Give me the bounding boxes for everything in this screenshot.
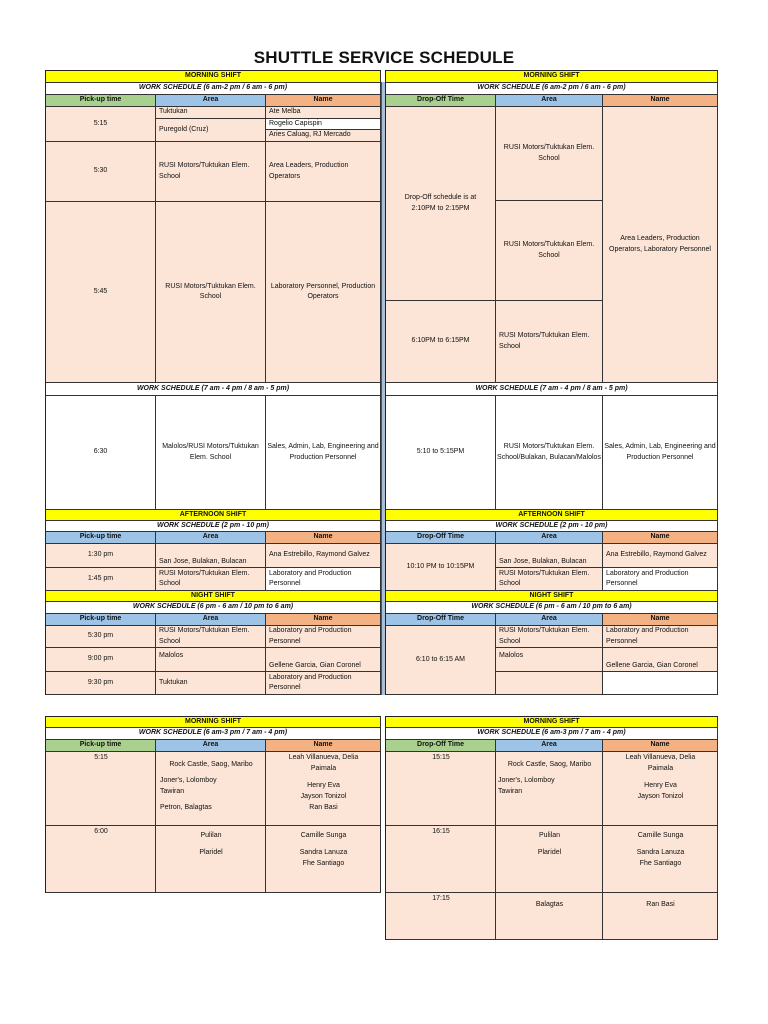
pickup-schedule-table (45, 70, 381, 695)
area-cell: San Jose, Bulakan, Bulacan (496, 544, 603, 568)
area-text: Tawiran (160, 788, 185, 795)
area-text: Pulilan (538, 832, 560, 839)
area-text: Tawiran (498, 788, 523, 795)
col-header-name: Name (266, 532, 381, 544)
dropoff-time: 5:10 to 5:15PM (386, 396, 496, 510)
area-cell: San Jose, Bulakan, Bulacan (156, 544, 266, 568)
name-text: Camille Sunga (637, 832, 684, 839)
area-text: Balagtas (535, 901, 564, 908)
lower-dropoff-table (385, 716, 718, 940)
name-cell: Ate Melba (266, 107, 381, 119)
col-header-dropoff-time: Drop-Off Time (386, 614, 496, 626)
area-text: Petron, Balagtas (160, 804, 212, 811)
name-cell: Sales, Admin, Lab, Engineering and Production Personnel (603, 396, 718, 510)
name-text: Sandra Lanuza (299, 849, 348, 856)
name-cell: Ana Estrebillo, Raymond Galvez (603, 544, 718, 568)
name-cell: Laboratory and Production Personnel (266, 568, 381, 591)
afternoon-shift-header: AFTERNOON SHIFT (386, 510, 718, 521)
name-text: Fhe Santiago (302, 860, 345, 867)
area-text: Joner's, Lolomboy (498, 777, 555, 784)
col-header-name: Name (266, 740, 381, 752)
work-schedule-label: WORK SCHEDULE (7 am - 4 pm / 8 am - 5 pm) (46, 383, 381, 396)
name-text: Leah Villanueva, Delia Paimala (288, 754, 359, 772)
pickup-time: 6:00 (94, 828, 108, 835)
name-text: Ran Basi (646, 901, 675, 908)
name-text: Leah Villanueva, Delia Paimala (625, 754, 696, 772)
work-schedule-label: WORK SCHEDULE (6 am-2 pm / 6 am - 6 pm) (386, 83, 718, 95)
name-text: Sandra Lanuza (636, 849, 685, 856)
col-header-name: Name (603, 740, 718, 752)
page-title: SHUTTLE SERVICE SCHEDULE (253, 48, 515, 67)
name-text: Camille Sunga (300, 832, 347, 839)
col-header-name: Name (603, 95, 718, 107)
name-text: Jayson Tonizol (637, 793, 684, 800)
dropoff-time: 6:10 to 6:15 AM (386, 626, 496, 695)
work-schedule-label: WORK SCHEDULE (6 pm - 6 am / 10 pm to 6 am) (46, 602, 381, 614)
area-cell: RUSI Motors/Tuktukan Elem. School (156, 202, 266, 383)
col-header-area: Area (496, 95, 603, 107)
name-cell: Laboratory Personnel, Production Operators (266, 202, 381, 383)
area-text: Plaridel (537, 849, 562, 856)
name-text: Ran Basi (309, 804, 338, 811)
name-cell: Sales, Admin, Lab, Engineering and Production Personnel (266, 396, 381, 510)
area-cell: RUSI Motors/Tuktukan Elem. School (496, 626, 603, 648)
col-header-dropoff-time: Drop-Off Time (386, 532, 496, 544)
area-cell: RUSI Motors/Tuktukan Elem. School (496, 568, 603, 591)
work-schedule-label: WORK SCHEDULE (6 am-3 pm / 7 am - 4 pm) (46, 728, 381, 740)
pickup-time: 5:30 pm (46, 626, 156, 648)
area-cell: Puregold (Cruz) (156, 119, 266, 142)
col-header-area: Area (496, 740, 603, 752)
work-schedule-label: WORK SCHEDULE (2 pm - 10 pm) (386, 521, 718, 532)
work-schedule-label: WORK SCHEDULE (2 pm - 10 pm) (46, 521, 381, 532)
lower-pickup-table (45, 716, 381, 893)
area-text: Rock Castle, Saog, Maribo (169, 761, 253, 768)
pickup-time: 9:00 pm (46, 648, 156, 672)
col-header-area: Area (496, 614, 603, 626)
area-cell: RUSI Motors/Tuktukan Elem. School (496, 201, 603, 301)
col-header-pickup-time: Pick-up time (46, 740, 156, 752)
col-header-area: Area (156, 532, 266, 544)
morning-shift-header: MORNING SHIFT (46, 71, 381, 83)
afternoon-shift-header: AFTERNOON SHIFT (46, 510, 381, 521)
name-cell (603, 672, 718, 695)
area-cell: Tuktukan (156, 107, 266, 119)
name-cell: Rogelio Capispin (266, 119, 381, 130)
col-header-area: Area (156, 95, 266, 107)
pickup-time: 5:30 (46, 142, 156, 202)
col-header-area: Area (156, 614, 266, 626)
col-header-pickup-time: Pick-up time (46, 95, 156, 107)
col-header-area: Area (156, 740, 266, 752)
area-cell: RUSI Motors/Tuktukan Elem. School (496, 301, 603, 383)
area-cell: RUSI Motors/Tuktukan Elem. School (156, 568, 266, 591)
pickup-time: 1:45 pm (46, 568, 156, 591)
area-text: Rock Castle, Saog, Maribo (507, 761, 592, 768)
pickup-time: 5:45 (46, 202, 156, 383)
dropoff-time: 17:15 (432, 895, 450, 902)
night-shift-header: NIGHT SHIFT (386, 591, 718, 602)
col-header-name: Name (266, 95, 381, 107)
pickup-time: 1:30 pm (46, 544, 156, 568)
work-schedule-label: WORK SCHEDULE (6 am-3 pm / 7 am - 4 pm) (386, 728, 718, 740)
area-cell: RUSI Motors/Tuktukan Elem. School/Bulakan, Bulacan/Malolos (496, 396, 603, 510)
area-text: Plaridel (199, 849, 223, 856)
name-cell: Aries Caluag, RJ Mercado (266, 130, 381, 142)
night-shift-header: NIGHT SHIFT (46, 591, 381, 602)
morning-shift-header: MORNING SHIFT (386, 717, 718, 728)
area-cell (496, 672, 603, 695)
area-text: Pulilan (200, 832, 222, 839)
dropoff-schedule-table (385, 70, 718, 695)
work-schedule-label: WORK SCHEDULE (6 am-2 pm / 6 am - 6 pm) (46, 83, 381, 95)
col-header-dropoff-time: Drop-Off Time (386, 95, 496, 107)
work-schedule-label: WORK SCHEDULE (6 pm - 6 am / 10 pm to 6 am) (386, 602, 718, 614)
area-cell: Tuktukan (156, 672, 266, 695)
name-cell: Gellene Garcia, Gian Coronel (603, 648, 718, 672)
dropoff-time: 10:10 PM to 10:15PM (386, 544, 496, 591)
pickup-time: 5:15 (46, 107, 156, 142)
area-cell: Malolos/RUSI Motors/Tuktukan Elem. School (156, 396, 266, 510)
area-cell: RUSI Motors/Tuktukan Elem. School (156, 142, 266, 202)
col-header-name: Name (603, 614, 718, 626)
morning-shift-header: MORNING SHIFT (386, 71, 718, 83)
name-text: Henry Eva (644, 782, 677, 789)
morning-shift-header: MORNING SHIFT (46, 717, 381, 728)
dropoff-time: 6:10PM to 6:15PM (386, 301, 496, 383)
area-text: Joner's, Lolomboy (160, 777, 217, 784)
col-header-pickup-time: Pick-up time (46, 614, 156, 626)
pickup-time: 5:15 (94, 754, 108, 761)
pickup-time: 9:30 pm (46, 672, 156, 695)
work-schedule-label: WORK SCHEDULE (7 am - 4 pm / 8 am - 5 pm) (386, 383, 718, 396)
area-cell: RUSI Motors/Tuktukan Elem. School (156, 626, 266, 648)
name-cell: Laboratory and Production Personnel (266, 626, 381, 648)
dropoff-time: 16:15 (432, 828, 450, 835)
dropoff-time: 15:15 (432, 754, 450, 761)
name-text: Henry Eva (307, 782, 340, 789)
name-text: Fhe Santiago (639, 860, 682, 867)
name-cell: Gellene Garcia, Gian Coronel (266, 648, 381, 672)
name-cell: Laboratory and Production Personnel (266, 672, 381, 695)
name-cell: Area Leaders, Production Operators (266, 142, 381, 202)
area-cell: RUSI Motors/Tuktukan Elem. School (496, 107, 603, 201)
col-header-name: Name (603, 532, 718, 544)
name-cell: Area Leaders, Production Operators, Laboratory Personnel (603, 107, 718, 383)
name-text: Jayson Tonizol (300, 793, 347, 800)
dropoff-time: Drop-Off schedule is at 2:10PM to 2:15PM (386, 107, 496, 301)
name-cell: Ana Estrebillo, Raymond Galvez (266, 544, 381, 568)
col-header-dropoff-time: Drop-Off Time (386, 740, 496, 752)
pickup-time: 6:30 (46, 396, 156, 510)
area-cell: Malolos (156, 648, 266, 672)
col-header-area: Area (496, 532, 603, 544)
name-cell: Laboratory and Production Personnel (603, 626, 718, 648)
name-cell: Laboratory and Production Personnel (603, 568, 718, 591)
area-cell: Malolos (496, 648, 603, 672)
col-header-name: Name (266, 614, 381, 626)
col-header-pickup-time: Pick-up time (46, 532, 156, 544)
